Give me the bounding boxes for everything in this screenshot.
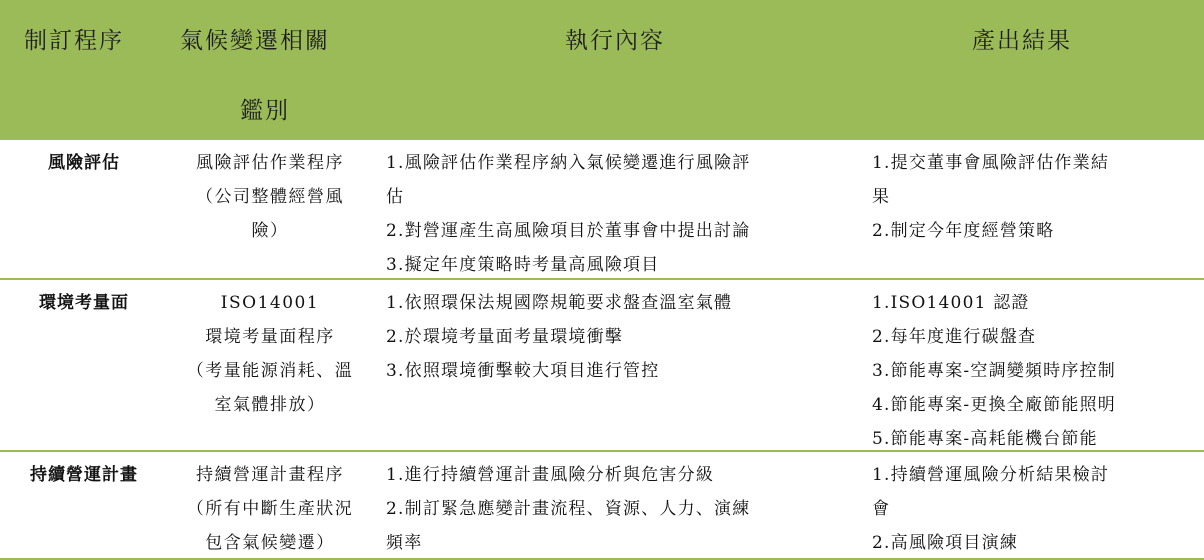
header-procedure: 制訂程序 (24, 28, 124, 54)
result-line: 1.ISO14001 認證 (872, 293, 1030, 313)
stage-cell (0, 458, 168, 492)
result-line: 2.每年度進行碳盤查 (872, 327, 1037, 347)
procedure-line: 風險評估作業程序 (196, 153, 344, 173)
table-header (0, 0, 1204, 140)
results-cell (872, 458, 1192, 560)
action-line: 3.依照環境衝擊較大項目進行管控 (386, 361, 660, 381)
procedure-line: 環境考量面程序 (205, 327, 335, 347)
procedure-line: 持續營運計畫程序 (196, 465, 344, 485)
result-line: 1.持續營運風險分析結果檢討 (872, 465, 1110, 485)
action-line: 2.制訂緊急應變計畫流程、資源、人力、演練 (386, 499, 751, 519)
procedure-cell (170, 146, 370, 248)
results-cell (872, 286, 1192, 456)
results-cell (872, 146, 1192, 248)
header-climate-identification: 氣候變遷相關 (180, 28, 330, 54)
table-row-risk-assessment (0, 140, 1204, 278)
result-line: 3.節能專案-空調變頻時序控制 (872, 361, 1116, 381)
action-line: 1.風險評估作業程序納入氣候變遷進行風險評 (386, 153, 751, 173)
procedure-line: 險） (251, 221, 289, 241)
actions-cell (386, 286, 856, 388)
result-line: 2.制定今年度經營策略 (872, 221, 1055, 241)
actions-cell (386, 458, 856, 560)
stage-label: 持續營運計畫 (30, 465, 138, 485)
procedure-line: （公司整體經營風 (196, 187, 344, 207)
result-line: 會 (872, 499, 891, 519)
action-line: 頻率 (386, 533, 423, 553)
result-line: 果 (872, 187, 891, 207)
result-line: 1.提交董事會風險評估作業結 (872, 153, 1110, 173)
stage-label: 風險評估 (48, 153, 120, 173)
action-line: 1.進行持續營運計畫風險分析與危害分級 (386, 465, 715, 485)
action-line: 1.依照環保法規國際規範要求盤查溫室氣體 (386, 293, 733, 313)
result-line: 4.節能專案-更換全廠節能照明 (872, 395, 1116, 415)
stage-label: 環境考量面 (39, 293, 129, 313)
procedure-cell (170, 286, 370, 422)
result-line: 2.高風險項目演練 (872, 533, 1019, 553)
header-climate-identification-line2: 鑑別 (240, 98, 290, 124)
result-line: 5.節能專案-高耗能機台節能 (872, 429, 1098, 449)
header-output: 產出結果 (972, 28, 1072, 54)
procedure-line: 包含氣候變遷） (205, 533, 335, 553)
stage-cell (0, 146, 168, 180)
action-line: 2.於環境考量面考量環境衝擊 (386, 327, 624, 347)
procedure-line: 室氣體排放） (214, 395, 326, 415)
procedure-cell (170, 458, 370, 560)
table-row-environmental (0, 280, 1204, 450)
table-row-business-continuity (0, 452, 1204, 560)
stage-cell (0, 286, 168, 320)
header-execution: 執行內容 (565, 28, 665, 54)
action-line: 3.擬定年度策略時考量高風險項目 (386, 255, 660, 275)
procedure-line: （考量能源消耗、溫 (186, 361, 354, 381)
procedure-line: （所有中斷生產狀況 (186, 499, 354, 519)
action-line: 估 (386, 187, 405, 207)
action-line: 2.對營運產生高風險項目於董事會中提出討論 (386, 221, 751, 241)
actions-cell (386, 146, 856, 282)
procedure-line: ISO14001 (220, 293, 320, 313)
